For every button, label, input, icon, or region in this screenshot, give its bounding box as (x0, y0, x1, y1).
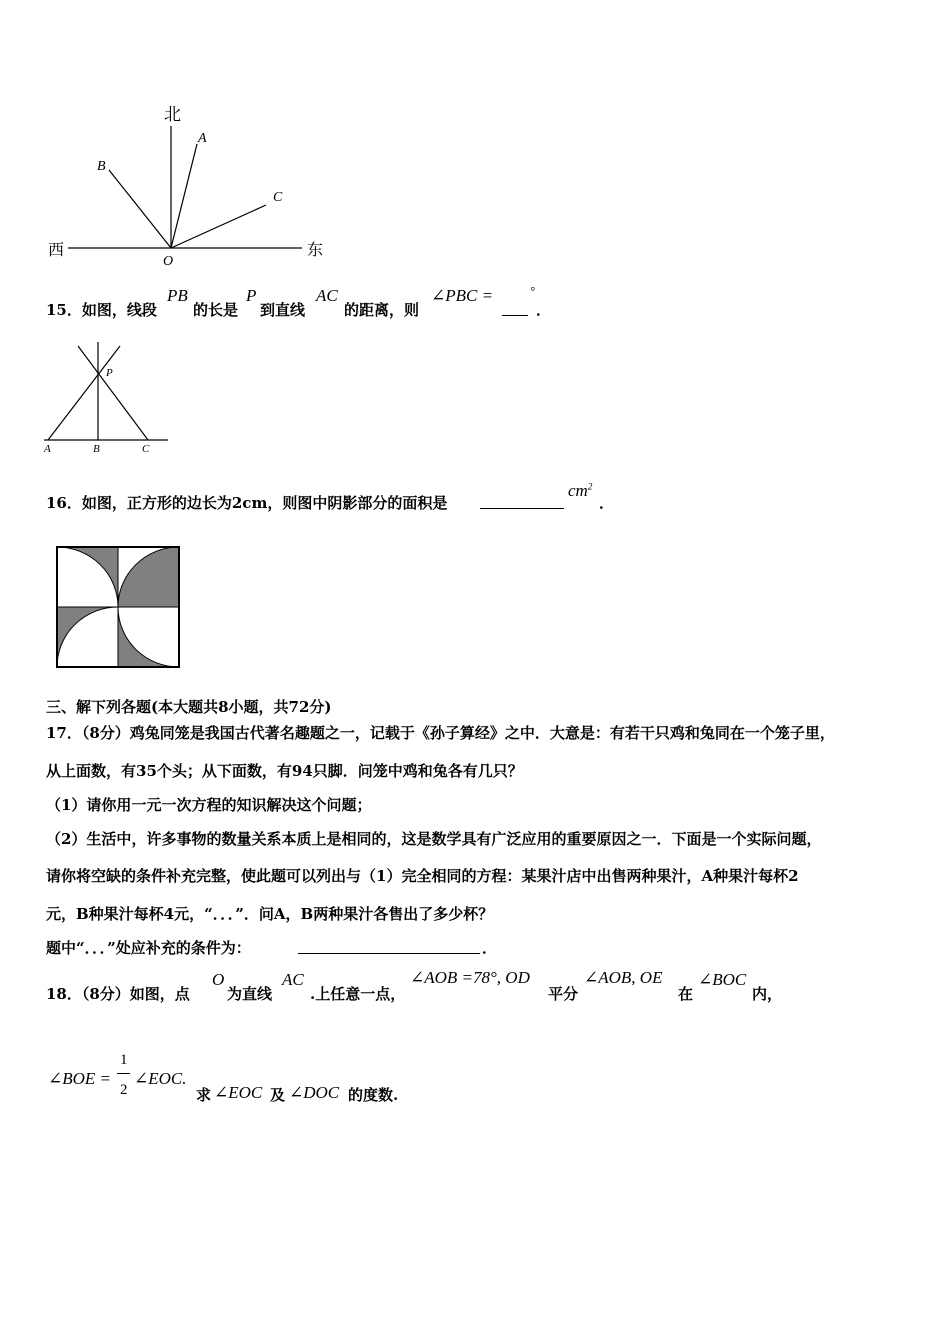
q18-math-eoc: ∠EOC. (134, 1069, 187, 1088)
q16-text: 16．如图，正方形的边长为2cm，则图中阴影部分的面积是 (46, 494, 448, 512)
section-3-title: 三、解下列各题(本大题共8小题，共72分) (46, 698, 332, 716)
q17-line-4: （2）生活中，许多事物的数量关系本质上是相同的，这是数学具有广泛应用的重要原因之一．下面是一个实际问题， (46, 830, 822, 848)
q16-answer-blank[interactable] (480, 495, 564, 509)
q18-frac-bar (117, 1073, 130, 1074)
ray-oc (171, 205, 266, 248)
q17-line-7-text: 题中“．．．”处应补充的条件为： (46, 939, 251, 957)
ray-oa (171, 144, 197, 248)
q18-frac-den: 2 (120, 1082, 128, 1098)
q15-figure (40, 338, 175, 458)
q17-line-2: 从上面数，有35个头；从下面数，有94只脚．问笼中鸡和兔各有几只？ (46, 762, 523, 780)
west-label: 西 (48, 242, 65, 259)
question-18-line-2 (46, 1052, 466, 1108)
q18-math-boe: ∠BOE = (48, 1069, 112, 1088)
line-pc (78, 346, 148, 440)
q15-text-3: 到直线 (260, 301, 306, 319)
q18-text-6: 内， (752, 985, 783, 1003)
q15-math-angle: ∠PBC = (431, 286, 494, 305)
q15-math-pb: PB (167, 286, 188, 305)
q15-text-4: 的距离，则 (344, 301, 420, 319)
q18-text-9: 的度数. (348, 1086, 399, 1104)
q18-math-o: O (212, 970, 225, 989)
ray-ob (109, 170, 171, 248)
q18-text-7: 求 (196, 1086, 212, 1104)
question-18 (46, 966, 806, 1006)
q15-text-2: 的长是 (193, 301, 239, 319)
q15-text-1: 15．如图，线段 (46, 301, 157, 319)
q17-line-3: （1）请你用一元一次方程的知识解决这个问题； (46, 796, 372, 814)
q18-math-ac: AC (282, 970, 304, 989)
q17-line-6: 元，B种果汁每杯4元，“．．．”．问A，B两种果汁各售出了多少杯？ (46, 905, 494, 923)
north-label: 北 (164, 105, 181, 124)
q18-math-doc: ∠DOC (289, 1083, 340, 1102)
q18-text-3: .上任意一点， (310, 985, 406, 1003)
label-c: C (273, 190, 283, 205)
q15-math-degree: ° (530, 284, 535, 298)
q17-answer-blank[interactable] (298, 939, 480, 954)
q18-text-8: 及 (270, 1086, 286, 1104)
q18-math-aob2: ∠AOB, OE (584, 968, 663, 987)
shade-top-left (57, 547, 118, 607)
label-b: B (93, 443, 100, 455)
question-15 (46, 284, 606, 324)
compass-figure (40, 98, 340, 270)
shade-bottom-right (118, 607, 179, 667)
label-a: A (198, 131, 207, 146)
label-c: C (142, 443, 150, 455)
q15-math-ac: AC (316, 286, 338, 305)
q18-math-aob: ∠AOB =78°, OD (410, 968, 530, 987)
q17-line-7-end: ． (482, 939, 498, 957)
label-p: P (106, 367, 113, 379)
label-b: B (97, 159, 106, 174)
q18-frac-num: 1 (120, 1052, 128, 1068)
q18-math-boc: ∠BOC (698, 970, 747, 989)
q16-end: ． (599, 494, 615, 512)
q18-text-5: 在 (678, 985, 694, 1003)
q15-math-p: P (246, 286, 257, 305)
q16-unit: $cm^2$ (568, 481, 593, 500)
label-o: O (163, 254, 174, 269)
q18-text-1: 18．（8分）如图，点 (46, 985, 190, 1003)
line-pa (48, 346, 120, 440)
q18-text-2: 为直线 (227, 985, 273, 1003)
label-a: A (44, 443, 51, 455)
shade-bottom-left (57, 607, 118, 667)
q17-line-1: 17．（8分）鸡兔同笼是我国古代著名趣题之一，记载于《孙子算经》之中．大意是：有若干只鸡和兔同在一个笼子里， (46, 724, 835, 742)
east-label: 东 (307, 242, 324, 259)
q18-math-eoc2: ∠EOC (214, 1083, 263, 1102)
q17-line-5: 请你将空缺的条件补充完整，使此题可以列出与（1）完全相同的方程：某果汁店中出售两种果汁，A种果汁每杯2 (46, 867, 799, 885)
question-16 (46, 478, 626, 518)
q17-line-7 (46, 937, 546, 959)
shade-top-right (118, 547, 179, 607)
q18-text-4: 平分 (548, 985, 579, 1003)
q15-end: ． (536, 301, 552, 319)
q16-square-figure (55, 545, 181, 669)
q15-answer-blank[interactable] (502, 302, 528, 316)
